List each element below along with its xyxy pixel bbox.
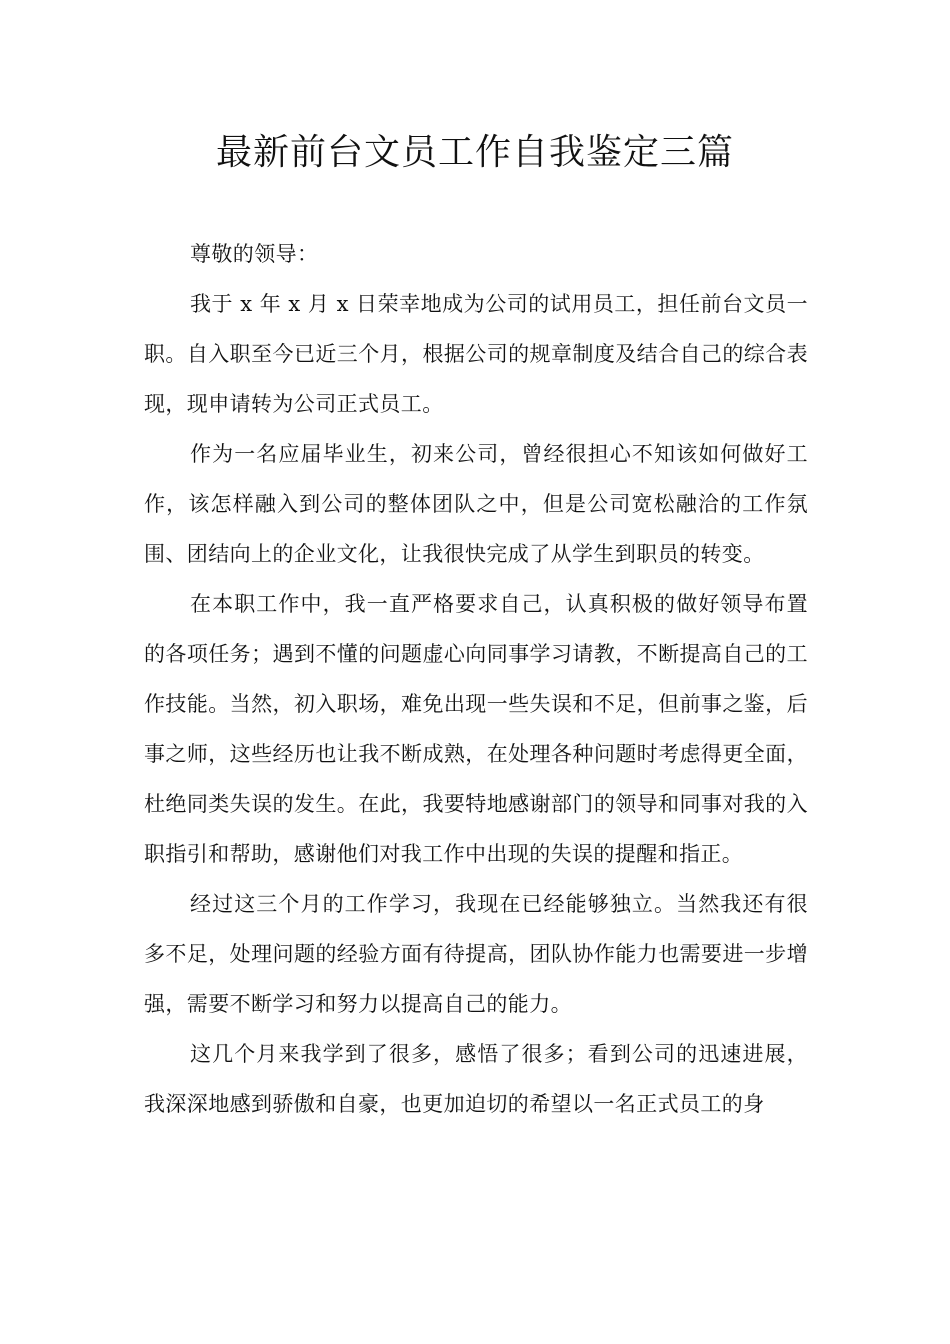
body-paragraph-1: 我于 x 年 x 月 x 日荣幸地成为公司的试用员工，担任前台文员一职。自入职至今已近三个月，根据公司的规章制度及结合自己的综合表现，现申请转为公司正式员工。 <box>144 292 808 416</box>
body-paragraph-2: 作为一名应届毕业生，初来公司，曾经很担心不知该如何做好工作，该怎样融入到公司的整体团队之中，但是公司宽松融洽的工作氛围、团结向上的企业文化，让我很快完成了从学生到职员的转变。 <box>144 442 808 566</box>
body-paragraph-5: 这几个月来我学到了很多，感悟了很多；看到公司的迅速进展，我深深地感到骄傲和自豪，也更加迫切的希望以一名正式员工的身 <box>144 1042 808 1116</box>
body-paragraph-4: 经过这三个月的工作学习，我现在已经能够独立。当然我还有很多不足，处理问题的经验方面有待提高，团队协作能力也需要进一步增强，需要不断学习和努力以提高自己的能力。 <box>144 892 808 1016</box>
body-paragraph-3: 在本职工作中，我一直严格要求自己，认真积极的做好领导布置的各项任务；遇到不懂的问题虚心向同事学习请教，不断提高自己的工作技能。当然，初入职场，难免出现一些失误和不足，但前事之鉴，后事之师，这些经历也让我不断成熟，在处理各种问题时考虑得更全面，杜绝同类失误的发生。在此，我要特地感谢部门的领导和同事对我的入职指引和帮助，感谢他们对我工作中出现的失误的提醒和指正。 <box>144 592 808 866</box>
document-body <box>144 229 808 1129</box>
salutation-paragraph: 尊敬的领导： <box>190 242 319 266</box>
document-title: 最新前台文员工作自我鉴定三篇 <box>215 132 734 173</box>
